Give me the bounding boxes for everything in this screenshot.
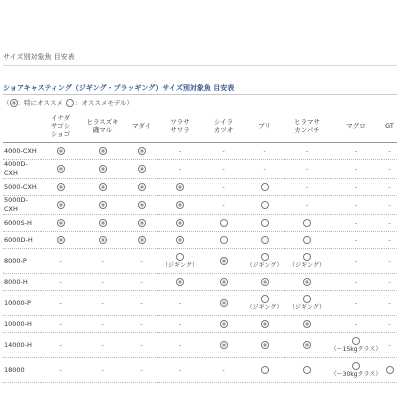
circle-icon <box>261 295 269 303</box>
table-cell <box>158 316 202 333</box>
dash-mark: - <box>101 365 104 374</box>
model-name: 5000-CXH <box>3 179 41 196</box>
dash-mark: - <box>59 319 62 328</box>
dash-mark: - <box>222 146 225 155</box>
model-name: 8000-P <box>3 249 41 274</box>
cell-note: （ジギング） <box>246 303 283 311</box>
double-circle-icon <box>99 236 107 244</box>
dash-mark: - <box>178 319 182 328</box>
double-circle-icon <box>57 165 65 173</box>
column-header <box>245 110 284 143</box>
double-circle-icon <box>176 219 184 227</box>
table-cell <box>41 274 80 291</box>
table-cell <box>330 160 382 179</box>
dash-mark: - <box>388 164 391 173</box>
table-cell <box>80 179 125 196</box>
column-header <box>202 110 245 143</box>
table-row <box>3 274 397 291</box>
cell-note: （ジギング） <box>288 261 325 269</box>
circle-icon <box>303 219 311 227</box>
table-cell <box>330 215 382 232</box>
table-cell <box>202 274 245 291</box>
dash-mark: - <box>354 182 358 191</box>
table-cell <box>125 196 158 215</box>
double-circle-icon <box>99 147 107 155</box>
cell-note: （ジギング） <box>288 303 325 311</box>
model-name: 10000-P <box>3 291 41 316</box>
table-cell <box>125 274 158 291</box>
double-circle-icon <box>138 201 146 209</box>
model-name: 10000-H <box>3 316 41 333</box>
circle-icon <box>303 366 311 374</box>
legend-open: （ <box>3 99 10 107</box>
table-cell <box>245 215 284 232</box>
column-header-line: ショゴ <box>50 130 71 138</box>
table-row <box>3 143 397 160</box>
table-cell <box>382 179 397 196</box>
table-cell <box>158 291 202 316</box>
double-circle-icon <box>99 165 107 173</box>
double-circle-icon <box>99 201 107 209</box>
column-header-line: カンパチ <box>294 126 320 134</box>
table-cell <box>202 316 245 333</box>
table-cell <box>41 316 80 333</box>
dash-mark: - <box>354 218 358 227</box>
circle-icon <box>220 236 228 244</box>
dash-mark: - <box>388 200 391 209</box>
column-header <box>80 110 125 143</box>
table-cell <box>284 274 330 291</box>
table-cell <box>158 358 202 383</box>
section-title-divider <box>3 94 397 95</box>
column-header-line: ヒラマサ <box>294 118 320 126</box>
dash-mark: - <box>388 319 391 328</box>
table-cell <box>382 196 397 215</box>
table-cell <box>330 291 382 316</box>
table-cell <box>284 143 330 160</box>
table-cell <box>125 232 158 249</box>
dash-mark: - <box>354 256 358 265</box>
circle-icon <box>261 366 269 374</box>
page-heading-divider <box>3 65 397 66</box>
table-cell <box>284 316 330 333</box>
dash-mark: - <box>59 277 62 286</box>
double-circle-icon <box>261 341 269 349</box>
column-header-line: GT <box>385 122 394 130</box>
double-circle-icon <box>303 278 311 286</box>
table-cell <box>245 143 284 160</box>
circle-icon <box>303 236 311 244</box>
table-cell <box>125 179 158 196</box>
table-cell <box>202 143 245 160</box>
dash-mark: - <box>59 256 62 265</box>
table-cell <box>382 333 397 358</box>
dash-mark: - <box>140 319 143 328</box>
double-circle-icon <box>57 201 65 209</box>
dash-mark: - <box>388 298 391 307</box>
column-header-line: カツオ <box>213 126 234 134</box>
dash-mark: - <box>305 200 309 209</box>
cell-note: （〜15kgクラス） <box>330 345 382 353</box>
table-cell <box>330 316 382 333</box>
table-body <box>3 143 397 383</box>
dash-mark: - <box>101 340 104 349</box>
model-name: 8000-H <box>3 274 41 291</box>
table-cell <box>41 215 80 232</box>
table-cell <box>41 333 80 358</box>
table-cell <box>202 179 245 196</box>
table-row <box>3 333 397 358</box>
dash-mark: - <box>178 164 182 173</box>
model-name: 4000-CXH <box>3 143 41 160</box>
table-cell <box>41 249 80 274</box>
double-circle-icon <box>57 147 65 155</box>
dash-mark: - <box>388 182 391 191</box>
table-header-row <box>3 110 397 143</box>
double-circle-icon <box>138 219 146 227</box>
table-cell <box>41 358 80 383</box>
column-header-line: シイラ <box>213 118 234 126</box>
circle-icon <box>352 337 360 345</box>
table-cell <box>41 232 80 249</box>
double-circle-icon <box>10 99 18 107</box>
dash-mark: - <box>222 182 225 191</box>
dash-mark: - <box>388 340 391 349</box>
circle-icon <box>303 253 311 261</box>
table-cell <box>284 232 330 249</box>
double-circle-icon <box>176 183 184 191</box>
table-cell <box>330 358 382 383</box>
table-cell <box>330 249 382 274</box>
dash-mark: - <box>222 200 225 209</box>
table-cell <box>125 291 158 316</box>
table-cell <box>382 274 397 291</box>
circle-icon <box>303 295 311 303</box>
dash-mark: - <box>354 146 358 155</box>
column-header-line: マダイ <box>131 122 152 130</box>
model-name: 18000 <box>3 358 41 383</box>
table-cell <box>80 291 125 316</box>
column-header-line: 磯マル <box>92 126 113 134</box>
double-circle-icon <box>99 183 107 191</box>
table-cell <box>245 333 284 358</box>
dash-mark: - <box>140 256 143 265</box>
table-cell <box>41 291 80 316</box>
dash-mark: - <box>354 298 358 307</box>
table-cell <box>284 196 330 215</box>
dash-mark: - <box>101 298 104 307</box>
dash-mark: - <box>140 340 143 349</box>
circle-icon <box>261 253 269 261</box>
table-row <box>3 232 397 249</box>
table-cell <box>41 196 80 215</box>
table-row <box>3 196 397 215</box>
cell-note: （ジギング） <box>246 261 283 269</box>
table-cell <box>330 333 382 358</box>
dash-mark: - <box>354 277 358 286</box>
table-cell <box>158 196 202 215</box>
double-circle-icon <box>138 165 146 173</box>
double-circle-icon <box>138 236 146 244</box>
dash-mark: - <box>178 298 182 307</box>
dash-mark: - <box>59 365 62 374</box>
double-circle-icon <box>57 183 65 191</box>
dash-mark: - <box>354 319 358 328</box>
table-cell <box>382 358 397 383</box>
dash-mark: - <box>101 256 104 265</box>
table-cell <box>245 196 284 215</box>
dash-mark: - <box>354 164 358 173</box>
model-name: 4000D-CXH <box>3 160 41 179</box>
table-cell <box>125 215 158 232</box>
table-cell <box>80 232 125 249</box>
dash-mark: - <box>178 340 182 349</box>
table-cell <box>245 316 284 333</box>
table-cell <box>284 215 330 232</box>
legend-circle-label: ：オススメモデル） <box>74 99 134 107</box>
circle-icon <box>220 219 228 227</box>
double-circle-icon <box>138 147 146 155</box>
table-cell <box>158 160 202 179</box>
cell-note: （〜30kgクラス） <box>330 370 382 378</box>
table-row <box>3 215 397 232</box>
table-cell <box>158 143 202 160</box>
table-cell <box>158 274 202 291</box>
dash-mark: - <box>263 146 266 155</box>
double-circle-icon <box>220 299 228 307</box>
table-cell <box>41 143 80 160</box>
circle-icon <box>386 366 394 374</box>
double-circle-icon <box>176 236 184 244</box>
dash-mark: - <box>59 298 62 307</box>
dash-mark: - <box>101 277 104 286</box>
double-circle-icon <box>57 236 65 244</box>
model-name: 6000S-H <box>3 215 41 232</box>
table-cell <box>382 160 397 179</box>
table-cell <box>202 333 245 358</box>
table-cell <box>80 249 125 274</box>
circle-icon <box>261 219 269 227</box>
table-cell <box>202 249 245 274</box>
table-cell <box>330 196 382 215</box>
table-row <box>3 291 397 316</box>
dash-mark: - <box>388 235 391 244</box>
circle-icon <box>261 201 269 209</box>
table-cell <box>330 179 382 196</box>
double-circle-icon <box>57 219 65 227</box>
table-cell <box>382 249 397 274</box>
column-header-line: ブリ <box>258 122 271 130</box>
double-circle-icon <box>261 278 269 286</box>
table-cell <box>245 179 284 196</box>
table-cell <box>80 333 125 358</box>
table-cell <box>158 333 202 358</box>
table-cell <box>245 160 284 179</box>
table-cell <box>80 143 125 160</box>
cell-note: （ジギング） <box>161 261 198 269</box>
table-cell <box>125 358 158 383</box>
table-cell <box>158 179 202 196</box>
table-cell <box>284 358 330 383</box>
column-header-line: マグロ <box>346 122 366 130</box>
page-heading: サイズ別対象魚 目安表 <box>3 53 75 61</box>
double-circle-icon <box>176 278 184 286</box>
dash-mark: - <box>388 218 391 227</box>
dash-mark: - <box>140 298 143 307</box>
table-cell <box>125 316 158 333</box>
table-cell <box>202 160 245 179</box>
table-cell <box>202 215 245 232</box>
double-circle-icon <box>220 341 228 349</box>
table-cell <box>284 179 330 196</box>
column-header-line: ヒラスズキ <box>86 118 119 126</box>
table-cell <box>125 333 158 358</box>
dash-mark: - <box>59 340 62 349</box>
table-cell <box>284 249 330 274</box>
column-header-line: イナダ <box>50 114 71 122</box>
table-cell <box>202 232 245 249</box>
double-circle-icon <box>303 341 311 349</box>
column-header-line: サゴシ <box>50 122 71 130</box>
table-row <box>3 316 397 333</box>
table-cell <box>202 196 245 215</box>
column-header <box>125 110 158 143</box>
circle-icon <box>66 99 74 107</box>
dash-mark: - <box>263 164 266 173</box>
section-title: ショアキャスティング（ジギング・プラッギング）サイズ別対象魚 目安表 <box>3 84 235 92</box>
column-header <box>382 110 397 143</box>
dash-mark: - <box>305 182 309 191</box>
dash-mark: - <box>140 365 143 374</box>
dash-mark: - <box>305 164 309 173</box>
table-cell <box>330 143 382 160</box>
dash-mark: - <box>222 164 225 173</box>
table-cell <box>330 232 382 249</box>
legend <box>3 98 133 107</box>
table-cell <box>284 333 330 358</box>
table-row <box>3 358 397 383</box>
table-cell <box>202 358 245 383</box>
double-circle-icon <box>261 320 269 328</box>
table-cell <box>284 291 330 316</box>
column-header <box>3 110 41 143</box>
dash-mark: - <box>354 235 358 244</box>
table-cell <box>284 160 330 179</box>
table-cell <box>382 143 397 160</box>
dash-mark: - <box>388 146 391 155</box>
double-circle-icon <box>176 201 184 209</box>
table-cell <box>245 232 284 249</box>
table-cell <box>382 232 397 249</box>
dash-mark: - <box>305 146 309 155</box>
table-row <box>3 160 397 179</box>
dash-mark: - <box>222 365 225 374</box>
circle-icon <box>261 183 269 191</box>
table-row <box>3 249 397 274</box>
circle-icon <box>352 362 360 370</box>
table-row <box>3 179 397 196</box>
table-cell <box>245 291 284 316</box>
dash-mark: - <box>388 277 391 286</box>
table-cell <box>125 143 158 160</box>
table-cell <box>330 274 382 291</box>
double-circle-icon <box>220 320 228 328</box>
column-header <box>41 110 80 143</box>
table-cell <box>382 215 397 232</box>
double-circle-icon <box>220 257 228 265</box>
dash-mark: - <box>140 277 143 286</box>
table-cell <box>158 232 202 249</box>
table-cell <box>125 249 158 274</box>
table-cell <box>80 274 125 291</box>
double-circle-icon <box>99 219 107 227</box>
double-circle-icon <box>220 278 228 286</box>
double-circle-icon <box>303 320 311 328</box>
table-cell <box>158 249 202 274</box>
dash-mark: - <box>388 256 391 265</box>
table-cell <box>41 179 80 196</box>
circle-icon <box>261 236 269 244</box>
dash-mark: - <box>178 365 182 374</box>
table-cell <box>41 160 80 179</box>
table-cell <box>202 291 245 316</box>
column-header-line: ワラサ <box>170 118 190 126</box>
column-header-line: サワラ <box>170 126 190 134</box>
table-cell <box>382 291 397 316</box>
dash-mark: - <box>178 146 182 155</box>
dash-mark: - <box>101 319 104 328</box>
column-header <box>284 110 330 143</box>
table-cell <box>80 160 125 179</box>
table-cell <box>80 358 125 383</box>
table-cell <box>245 358 284 383</box>
table-cell <box>245 249 284 274</box>
table-cell <box>158 215 202 232</box>
double-circle-icon <box>138 183 146 191</box>
table-cell <box>245 274 284 291</box>
table-cell <box>125 160 158 179</box>
table-cell <box>80 196 125 215</box>
dash-mark: - <box>354 200 358 209</box>
column-header <box>330 110 382 143</box>
circle-icon <box>176 253 184 261</box>
column-header <box>158 110 202 143</box>
table-cell <box>80 215 125 232</box>
model-name: 5000D-CXH <box>3 196 41 215</box>
target-fish-table <box>3 110 397 383</box>
model-name: 6000D-H <box>3 232 41 249</box>
table-cell <box>80 316 125 333</box>
legend-double-label: ：特にオススメ <box>17 99 63 107</box>
model-name: 14000-H <box>3 333 41 358</box>
table-cell <box>382 316 397 333</box>
